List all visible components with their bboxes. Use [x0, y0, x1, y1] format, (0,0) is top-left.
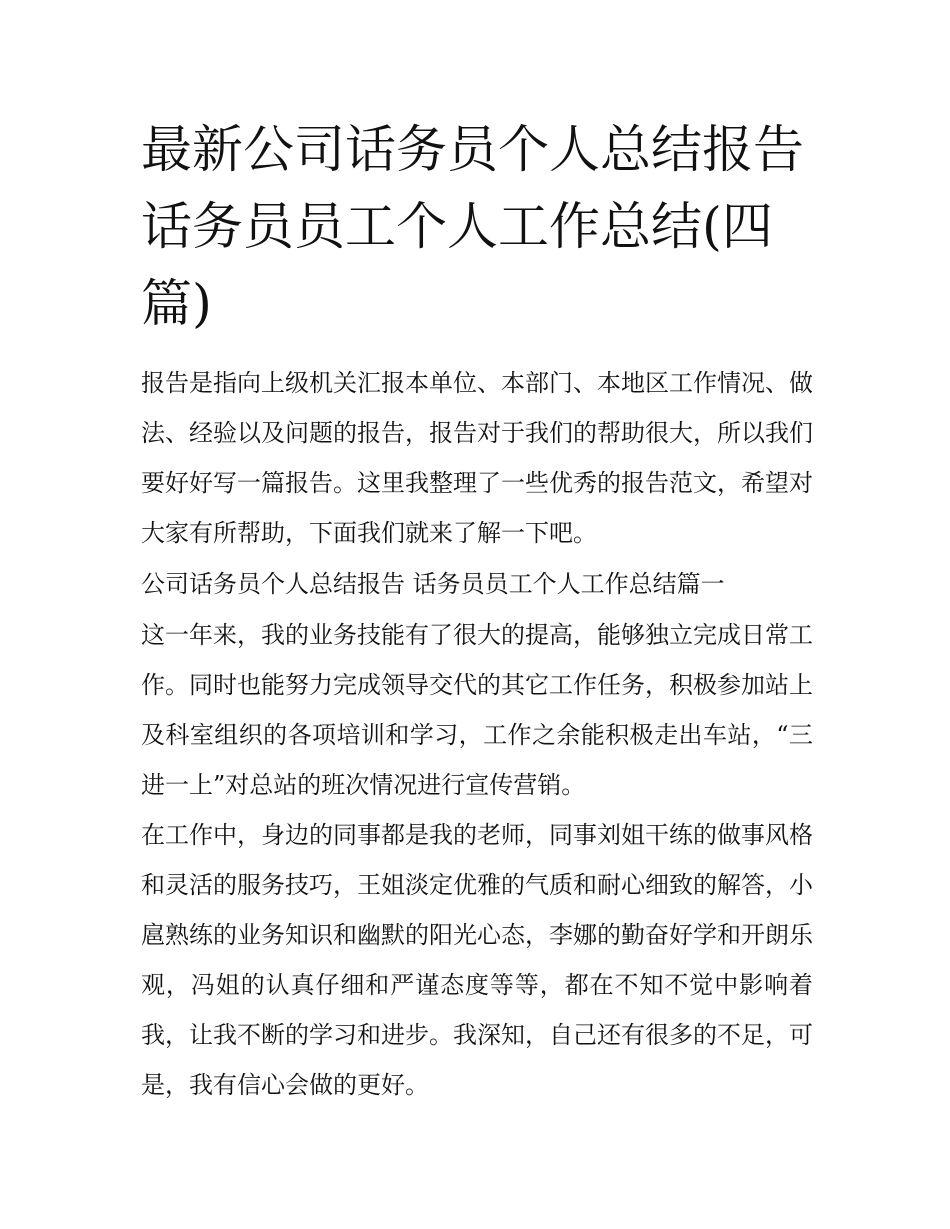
body-paragraph-1: 这一年来，我的业务技能有了很大的提高，能够独立完成日常工作。同时也能努力完成领导交代的其它工作任务，积极参加站上及科室组织的各项培训和学习，工作之余能积极走出车站，“三进一上”对总站的班次情况进行宣传营销。 — [141, 621, 813, 799]
document-title: 最新公司话务员个人总结报告话务员员工个人工作总结(四篇) — [141, 121, 805, 334]
section-heading: 公司话务员个人总结报告 话务员员工个人工作总结篇一 — [141, 570, 725, 598]
body-paragraph-2: 在工作中，身边的同事都是我的老师，同事刘姐干练的做事风格和灵活的服务技巧，王姐淡定优雅的气质和耐心细致的解答，小扈熟练的业务知识和幽默的阳光心态，李娜的勤奋好学和开朗乐观，冯姐的认真仔细和严谨态度等等，都在不知不觉中影响着我，让我不断的学习和进步。我深知，自己还有很多的不足，可是，我有信心会做的更好。 — [141, 821, 813, 1099]
document-page — [141, 112, 813, 1110]
intro-paragraph: 报告是指向上级机关汇报本单位、本部门、本地区工作情况、做法、经验以及问题的报告，报告对于我们的帮助很大，所以我们要好好写一篇报告。这里我整理了一些优秀的报告范文，希望对大家有所帮助，下面我们就来了解一下吧。 — [141, 369, 813, 547]
